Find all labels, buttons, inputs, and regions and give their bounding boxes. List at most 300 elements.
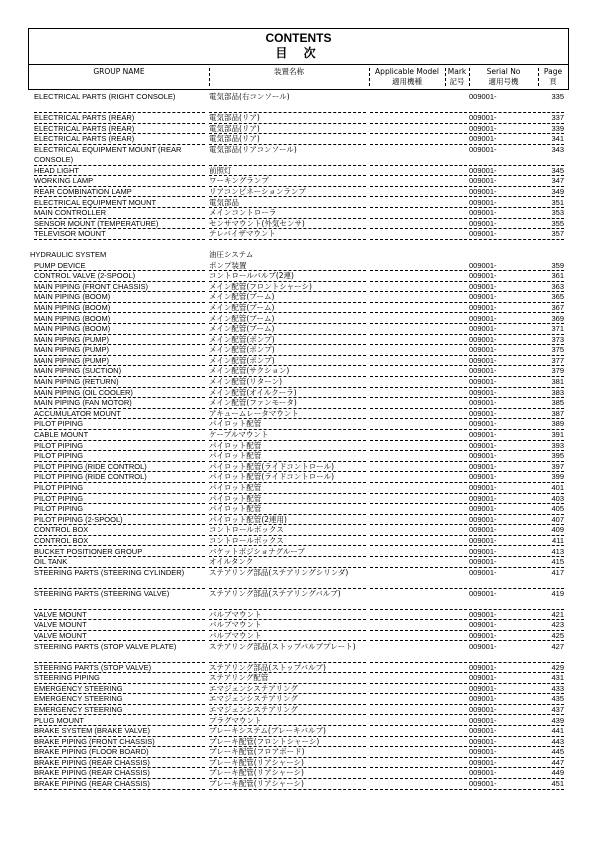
group-name-cell: PILOT PIPING (RIDE CONTROL) — [34, 472, 205, 483]
applicable-model-cell — [370, 366, 443, 377]
group-name-cell: MAIN PIPING (FRONT CHASSIS) — [34, 282, 205, 293]
jp-name-cell: パイロット配管 — [209, 504, 366, 515]
group-name-cell: MAIN PIPING (PUMP) — [34, 335, 205, 346]
jp-name-cell: バルブマウント — [209, 620, 366, 631]
page-number-cell: 371 — [538, 324, 564, 335]
group-name-cell: VALVE MOUNT — [34, 620, 205, 631]
mark-cell — [445, 726, 467, 737]
group-name-cell: ELECTRICAL EQUIPMENT MOUNT — [34, 198, 205, 209]
mark-cell — [445, 631, 467, 642]
page-number-cell: 397 — [538, 462, 564, 473]
serial-no-cell: 009001- — [469, 356, 536, 367]
jp-name-cell: 電気部品(リア) — [209, 134, 366, 145]
serial-no-cell: 009001- — [469, 631, 536, 642]
serial-no-cell: 009001- — [469, 219, 536, 230]
serial-no-cell: 009001- — [469, 314, 536, 325]
page-number-cell: 433 — [538, 684, 564, 695]
jp-name-cell: パイロット配管 — [209, 494, 366, 505]
jp-name-cell: メインコントローラ — [209, 208, 366, 219]
mark-cell — [445, 568, 467, 589]
group-name-cell: MAIN PIPING (BOOM) — [34, 303, 205, 314]
group-name-cell: MAIN PIPING (OIL COOLER) — [34, 388, 205, 399]
applicable-model-cell — [370, 472, 443, 483]
serial-no-cell: 009001- — [469, 419, 536, 430]
jp-name-cell: パイロット配管 — [209, 483, 366, 494]
mark-cell — [445, 229, 467, 240]
page-number-cell: 353 — [538, 208, 564, 219]
mark-cell — [445, 716, 467, 727]
jp-name-cell: オイルタンク — [209, 557, 366, 568]
jp-name-cell: パイロット配管(2連用) — [209, 515, 366, 526]
mark-cell — [445, 388, 467, 399]
page-number-cell: 357 — [538, 229, 564, 240]
applicable-model-cell — [370, 356, 443, 367]
serial-no-cell: 009001- — [469, 525, 536, 536]
mark-cell — [445, 525, 467, 536]
page-number-cell: 343 — [538, 145, 564, 166]
contents-row — [28, 113, 569, 124]
contents-row — [28, 366, 569, 377]
group-name-cell: PILOT PIPING — [34, 451, 205, 462]
group-name-cell: ELECTRICAL PARTS (RIGHT CONSOLE) — [34, 92, 205, 113]
mark-cell — [445, 398, 467, 409]
applicable-model-cell — [370, 462, 443, 473]
page-number-cell: 439 — [538, 716, 564, 727]
group-name-cell: BRAKE SYSTEM (BRAKE VALVE) — [34, 726, 205, 737]
serial-no-cell: 009001- — [469, 472, 536, 483]
jp-name-cell: リアコンビネーションランプ — [209, 187, 366, 198]
contents-row — [28, 409, 569, 420]
serial-no-cell: 009001- — [469, 124, 536, 135]
applicable-model-cell — [370, 515, 443, 526]
contents-row — [28, 441, 569, 452]
mark-cell — [445, 314, 467, 325]
serial-no-cell: 009001- — [469, 113, 536, 124]
contents-row — [28, 92, 569, 113]
jp-name-cell: メイン配管(ポンプ) — [209, 356, 366, 367]
mark-cell — [445, 737, 467, 748]
serial-no-cell: 009001- — [469, 747, 536, 758]
applicable-model-cell — [370, 504, 443, 515]
mark-cell — [445, 430, 467, 441]
applicable-model-cell — [370, 705, 443, 716]
serial-no-cell: 009001- — [469, 536, 536, 547]
applicable-model-cell — [370, 589, 443, 610]
mark-cell — [445, 758, 467, 769]
serial-no-cell: 009001- — [469, 398, 536, 409]
jp-name-cell: テレバイザマウント — [209, 229, 366, 240]
page-number-cell: 451 — [538, 779, 564, 790]
applicable-model-cell — [370, 187, 443, 198]
group-name-cell: PILOT PIPING (2-SPOOL) — [34, 515, 205, 526]
mark-cell — [445, 198, 467, 209]
contents-row — [28, 388, 569, 399]
mark-cell — [445, 324, 467, 335]
contents-row — [28, 430, 569, 441]
page-number-cell: 375 — [538, 345, 564, 356]
page-number-cell: 381 — [538, 377, 564, 388]
applicable-model-cell — [370, 324, 443, 335]
mark-cell — [445, 303, 467, 314]
mark-cell — [445, 145, 467, 166]
mark-cell — [445, 694, 467, 705]
jp-name-cell: パイロット配管(ライドコントロール) — [209, 462, 366, 473]
serial-no-cell: 009001- — [469, 187, 536, 198]
applicable-model-cell — [370, 134, 443, 145]
section-heading — [28, 250, 569, 261]
group-name-cell: STEERING PARTS (STEERING CYLINDER) — [34, 568, 205, 589]
contents-row — [28, 398, 569, 409]
contents-list — [28, 92, 569, 790]
jp-name-cell: メイン配管(ブーム) — [209, 324, 366, 335]
jp-name-cell: ブレーキ配管(リアシャーシ) — [209, 768, 366, 779]
group-name-cell: PUMP DEVICE — [34, 261, 205, 272]
applicable-model-cell — [370, 737, 443, 748]
page-number-cell: 335 — [538, 92, 564, 113]
serial-no-cell: 009001- — [469, 176, 536, 187]
serial-no-cell: 009001- — [469, 271, 536, 282]
contents-row — [28, 124, 569, 135]
group-name-cell: STEERING PARTS (STEERING VALVE) — [34, 589, 205, 610]
mark-cell — [445, 282, 467, 293]
mark-cell — [445, 441, 467, 452]
jp-name-cell: コントロールボックス — [209, 525, 366, 536]
jp-name-cell: 電気部品(右コンソール) — [209, 92, 366, 113]
page-number-cell: 401 — [538, 483, 564, 494]
page-number-cell: 395 — [538, 451, 564, 462]
group-name-cell: MAIN PIPING (PUMP) — [34, 356, 205, 367]
page-number-cell: 337 — [538, 113, 564, 124]
mark-cell — [445, 515, 467, 526]
serial-no-cell: 009001- — [469, 515, 536, 526]
contents-row — [28, 589, 569, 610]
contents-row — [28, 642, 569, 663]
serial-no-cell: 009001- — [469, 430, 536, 441]
group-name-cell: ELECTRICAL PARTS (REAR) — [34, 113, 205, 124]
applicable-model-cell — [370, 166, 443, 177]
mark-cell — [445, 705, 467, 716]
page-number-cell: 351 — [538, 198, 564, 209]
serial-no-cell: 009001- — [469, 145, 536, 166]
page-number-cell: 447 — [538, 758, 564, 769]
serial-no-cell: 009001- — [469, 166, 536, 177]
group-name-cell: MAIN PIPING (BOOM) — [34, 324, 205, 335]
applicable-model-cell — [370, 631, 443, 642]
applicable-model-cell — [370, 271, 443, 282]
page-number-cell: 421 — [538, 610, 564, 621]
contents-row — [28, 705, 569, 716]
contents-row — [28, 356, 569, 367]
contents-row — [28, 345, 569, 356]
page-number-cell: 339 — [538, 124, 564, 135]
group-name-cell: STEERING PIPING — [34, 673, 205, 684]
mark-cell — [445, 610, 467, 621]
page-number-cell: 385 — [538, 398, 564, 409]
page-number-cell: 389 — [538, 419, 564, 430]
group-name-cell: CONTROL BOX — [34, 536, 205, 547]
group-name-cell: MAIN PIPING (RETURN) — [34, 377, 205, 388]
applicable-model-cell — [370, 377, 443, 388]
group-name-cell: VALVE MOUNT — [34, 631, 205, 642]
group-name-cell: PLUG MOUNT — [34, 716, 205, 727]
contents-row — [28, 472, 569, 483]
group-name-cell: PILOT PIPING — [34, 441, 205, 452]
page-number-cell: 383 — [538, 388, 564, 399]
applicable-model-cell — [370, 441, 443, 452]
page-number-cell: 445 — [538, 747, 564, 758]
page-number-cell: 443 — [538, 737, 564, 748]
serial-no-cell: 009001- — [469, 483, 536, 494]
contents-row — [28, 187, 569, 198]
applicable-model-cell — [370, 145, 443, 166]
serial-no-cell: 009001- — [469, 663, 536, 674]
page-number-cell: 449 — [538, 768, 564, 779]
serial-no-cell: 009001- — [469, 568, 536, 589]
applicable-model-cell — [370, 547, 443, 558]
contents-row — [28, 536, 569, 547]
jp-name-cell: ステアリング部品(ステアリングシリンダ) — [209, 568, 366, 589]
group-name-cell: OIL TANK — [34, 557, 205, 568]
jp-name-cell: プラグマウント — [209, 716, 366, 727]
jp-name-cell: ステアリング部品(ストップバルブ) — [209, 663, 366, 674]
contents-row — [28, 716, 569, 727]
group-name-cell: CONTROL VALVE (2-SPOOL) — [34, 271, 205, 282]
page-number-cell: 399 — [538, 472, 564, 483]
section-title: HYDRAULIC SYSTEM — [30, 249, 107, 259]
jp-name-cell: ブレーキシステム(ブレーキバルブ) — [209, 726, 366, 737]
mark-cell — [445, 684, 467, 695]
jp-name-cell: バルブマウント — [209, 631, 366, 642]
applicable-model-cell — [370, 451, 443, 462]
jp-name-cell: ポンプ装置 — [209, 261, 366, 272]
group-name-cell: MAIN PIPING (BOOM) — [34, 292, 205, 303]
serial-no-cell: 009001- — [469, 504, 536, 515]
mark-cell — [445, 536, 467, 547]
contents-row — [28, 219, 569, 230]
page-number-cell: 413 — [538, 547, 564, 558]
page-number-cell: 407 — [538, 515, 564, 526]
serial-no-cell: 009001- — [469, 366, 536, 377]
group-name-cell: EMERGENCY STEERING — [34, 705, 205, 716]
contents-row — [28, 663, 569, 674]
contents-row — [28, 145, 569, 166]
page-number-cell: 341 — [538, 134, 564, 145]
mark-cell — [445, 557, 467, 568]
mark-cell — [445, 292, 467, 303]
serial-no-cell: 009001- — [469, 758, 536, 769]
contents-row — [28, 547, 569, 558]
mark-cell — [445, 261, 467, 272]
jp-name-cell: バケットポジショナグループ — [209, 547, 366, 558]
group-name-cell: EMERGENCY STEERING — [34, 684, 205, 695]
group-name-cell: ELECTRICAL PARTS (REAR) — [34, 134, 205, 145]
mark-cell — [445, 483, 467, 494]
serial-no-cell: 009001- — [469, 589, 536, 610]
jp-name-cell: 電気部品(リアコンソール) — [209, 145, 366, 166]
group-name-cell: TELEVISOR MOUNT — [34, 229, 205, 240]
group-name-cell: SENSOR MOUNT (TEMPERATURE) — [34, 219, 205, 230]
mark-cell — [445, 366, 467, 377]
header-page: Page 頁 — [543, 67, 563, 86]
applicable-model-cell — [370, 536, 443, 547]
mark-cell — [445, 409, 467, 420]
header-group-name: GROUP NAME — [93, 67, 145, 76]
jp-name-cell: メイン配管(ブーム) — [209, 303, 366, 314]
page-number-cell: 403 — [538, 494, 564, 505]
page-number-cell: 365 — [538, 292, 564, 303]
mark-cell — [445, 92, 467, 113]
contents-row — [28, 779, 569, 790]
group-name-cell: CABLE MOUNT — [34, 430, 205, 441]
applicable-model-cell — [370, 419, 443, 430]
contents-row — [28, 208, 569, 219]
serial-no-cell: 009001- — [469, 494, 536, 505]
applicable-model-cell — [370, 409, 443, 420]
contents-row — [28, 419, 569, 430]
jp-name-cell: コントロールボックス — [209, 536, 366, 547]
mark-cell — [445, 335, 467, 346]
header-jp-name: 装置名称 — [274, 67, 304, 76]
jp-name-cell: メイン配管(リターン) — [209, 377, 366, 388]
jp-name-cell: センサマウント(外気センサ) — [209, 219, 366, 230]
mark-cell — [445, 494, 467, 505]
jp-name-cell: メイン配管(ポンプ) — [209, 335, 366, 346]
serial-no-cell: 009001- — [469, 208, 536, 219]
jp-name-cell: ブレーキ配管(フロアボード) — [209, 747, 366, 758]
page-number-cell: 391 — [538, 430, 564, 441]
page-number-cell: 441 — [538, 726, 564, 737]
group-name-cell: BRAKE PIPING (REAR CHASSIS) — [34, 768, 205, 779]
page-number-cell: 359 — [538, 261, 564, 272]
page-number-cell: 405 — [538, 504, 564, 515]
mark-cell — [445, 208, 467, 219]
jp-name-cell: パイロット配管 — [209, 451, 366, 462]
applicable-model-cell — [370, 620, 443, 631]
serial-no-cell: 009001- — [469, 441, 536, 452]
group-name-cell: PILOT PIPING — [34, 483, 205, 494]
page-number-cell: 373 — [538, 335, 564, 346]
page-number-cell: 431 — [538, 673, 564, 684]
contents-row — [28, 271, 569, 282]
jp-name-cell: メイン配管(ファンモータ) — [209, 398, 366, 409]
applicable-model-cell — [370, 219, 443, 230]
page-number-cell: 355 — [538, 219, 564, 230]
contents-row — [28, 494, 569, 505]
section-gap — [28, 240, 569, 250]
mark-cell — [445, 620, 467, 631]
serial-no-cell: 009001- — [469, 198, 536, 209]
serial-no-cell: 009001- — [469, 282, 536, 293]
jp-name-cell: バルブマウント — [209, 610, 366, 621]
page-title: CONTENTS — [265, 31, 332, 45]
serial-no-cell: 009001- — [469, 261, 536, 272]
group-name-cell: PILOT PIPING — [34, 504, 205, 515]
applicable-model-cell — [370, 314, 443, 325]
mark-cell — [445, 504, 467, 515]
contents-row — [28, 631, 569, 642]
mark-cell — [445, 768, 467, 779]
contents-row — [28, 166, 569, 177]
page-number-cell: 393 — [538, 441, 564, 452]
group-name-cell: MAIN PIPING (PUMP) — [34, 345, 205, 356]
contents-row — [28, 314, 569, 325]
contents-row — [28, 198, 569, 209]
page-number-cell: 345 — [538, 166, 564, 177]
applicable-model-cell — [370, 716, 443, 727]
applicable-model-cell — [370, 779, 443, 790]
mark-cell — [445, 642, 467, 663]
jp-name-cell: パイロット配管(ライドコントロール) — [209, 472, 366, 483]
group-name-cell: BRAKE PIPING (REAR CHASSIS) — [34, 779, 205, 790]
contents-row — [28, 684, 569, 695]
applicable-model-cell — [370, 568, 443, 589]
mark-cell — [445, 124, 467, 135]
applicable-model-cell — [370, 642, 443, 663]
page-number-cell: 349 — [538, 187, 564, 198]
mark-cell — [445, 271, 467, 282]
jp-name-cell: ケーブルマウント — [209, 430, 366, 441]
mark-cell — [445, 176, 467, 187]
mark-cell — [445, 472, 467, 483]
jp-name-cell: ワーキングランプ — [209, 176, 366, 187]
group-name-cell: EMERGENCY STEERING — [34, 694, 205, 705]
page-number-cell: 411 — [538, 536, 564, 547]
applicable-model-cell — [370, 494, 443, 505]
jp-name-cell: エマジェンシステアリング — [209, 705, 366, 716]
page-number-cell: 387 — [538, 409, 564, 420]
jp-name-cell: ステアリング部品(ストップバルブプレート) — [209, 642, 366, 663]
mark-cell — [445, 187, 467, 198]
page-number-cell: 379 — [538, 366, 564, 377]
applicable-model-cell — [370, 292, 443, 303]
mark-cell — [445, 673, 467, 684]
serial-no-cell: 009001- — [469, 737, 536, 748]
serial-no-cell: 009001- — [469, 684, 536, 695]
mark-cell — [445, 113, 467, 124]
serial-no-cell: 009001- — [469, 388, 536, 399]
contents-row — [28, 525, 569, 536]
mark-cell — [445, 779, 467, 790]
serial-no-cell: 009001- — [469, 673, 536, 684]
header-mark: Mark 記号 — [447, 67, 467, 86]
serial-no-cell: 009001- — [469, 324, 536, 335]
header-serial: Serial No 適用号機 — [486, 67, 521, 86]
page-number-cell: 423 — [538, 620, 564, 631]
jp-name-cell: コントロールバルブ(2連) — [209, 271, 366, 282]
applicable-model-cell — [370, 388, 443, 399]
header-model: Applicable Model 適用機種 — [375, 67, 439, 86]
applicable-model-cell — [370, 747, 443, 758]
serial-no-cell: 009001- — [469, 462, 536, 473]
contents-row — [28, 483, 569, 494]
applicable-model-cell — [370, 335, 443, 346]
mark-cell — [445, 134, 467, 145]
contents-row — [28, 229, 569, 240]
group-name-cell: MAIN PIPING (SUCTION) — [34, 366, 205, 377]
contents-row — [28, 758, 569, 769]
serial-no-cell: 009001- — [469, 345, 536, 356]
jp-name-cell: 前照灯 — [209, 166, 366, 177]
serial-no-cell: 009001- — [469, 610, 536, 621]
applicable-model-cell — [370, 726, 443, 737]
serial-no-cell: 009001- — [469, 768, 536, 779]
group-name-cell: PILOT PIPING — [34, 494, 205, 505]
section-title-jp: 油圧システム — [209, 249, 254, 259]
page-number-cell: 361 — [538, 271, 564, 282]
mark-cell — [445, 462, 467, 473]
group-name-cell: BRAKE PIPING (FLOOR BOARD) — [34, 747, 205, 758]
serial-no-cell: 009001- — [469, 620, 536, 631]
